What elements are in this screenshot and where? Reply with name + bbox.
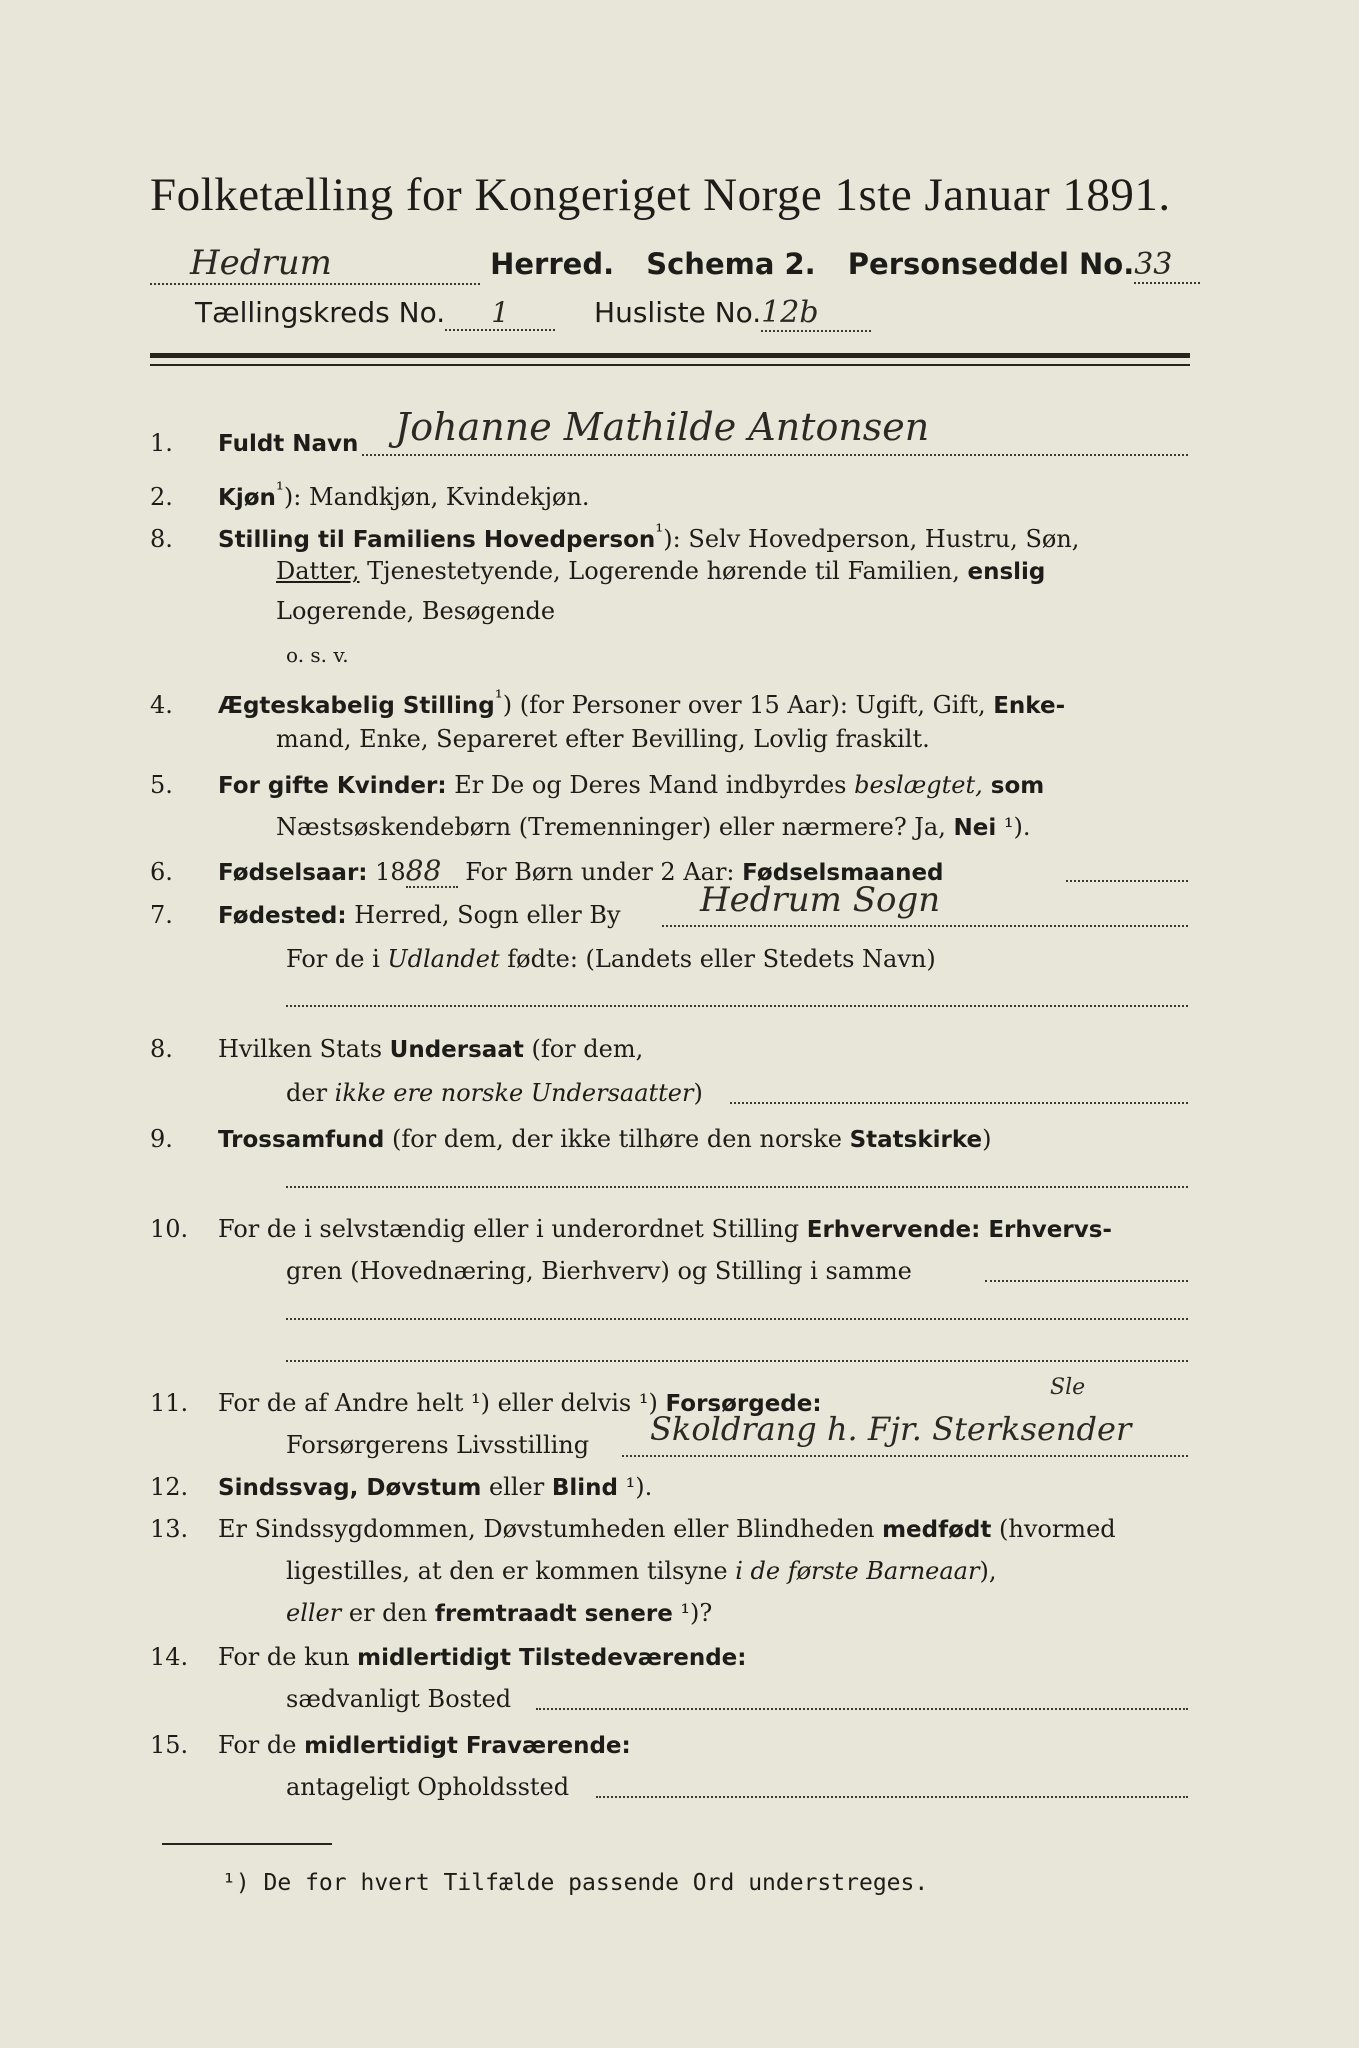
kreds-field — [445, 296, 555, 331]
q9-statskirke: Statskirke — [849, 1127, 983, 1153]
q10-line2-text: gren (Hovednæring, Bierhverv) og Stilling i samme — [286, 1257, 912, 1285]
q3-line3-text: Logerende, Besøgende — [276, 597, 556, 625]
q6-fill-line — [1066, 880, 1188, 882]
herred-field — [150, 243, 480, 285]
q4-sup: ¹ — [494, 685, 503, 709]
q5-line2-end: ¹). — [996, 813, 1031, 841]
q13-line2 — [150, 1556, 1200, 1586]
q13-line2a: ligestilles, at den er kommen tilsyne — [286, 1557, 736, 1585]
q9-religion — [150, 1124, 1200, 1155]
q10-blank-line-2 — [286, 1360, 1188, 1362]
q3-line4-text: o. s. v. — [286, 643, 349, 667]
q15-temp-absent — [150, 1730, 1200, 1761]
q3-line1: ): Selv Hovedperson, Hustru, Søn, — [663, 525, 1080, 553]
q4-label: Ægteskabelig Stilling — [218, 693, 495, 719]
q4-line2-text: mand, Enke, Separeret efter Bevilling, Lovlig fraskilt. — [276, 725, 930, 753]
q4-number: 4. — [150, 691, 173, 719]
q2-number: 2. — [150, 483, 173, 511]
q3-line4 — [150, 640, 1200, 670]
q8-line2b: ) — [693, 1079, 703, 1107]
q8-line2a: der — [286, 1079, 335, 1107]
q14-fill-line — [536, 1708, 1188, 1710]
q5-number: 5. — [150, 771, 173, 799]
q13-text: (hvormed — [991, 1515, 1116, 1543]
q6-year: 88 — [406, 856, 458, 888]
kreds-line — [195, 295, 1095, 339]
schema-label: Schema 2. — [646, 247, 816, 281]
q13-line3a: er den — [341, 1599, 435, 1627]
q3-datter-underlined: Datter, — [276, 557, 360, 585]
q15-label: midlertidigt Fraværende: — [304, 1733, 631, 1759]
husliste-field — [761, 295, 871, 332]
q4-line1: ) (for Personer over 15 Aar): Ugift, Gift, — [502, 691, 994, 719]
q12-label: Sindssvag, Døvstum — [218, 1475, 482, 1501]
q3-family-position — [150, 516, 1200, 555]
herred-value: Hedrum — [190, 243, 332, 283]
q13-fremtraadt: fremtraadt senere — [434, 1601, 673, 1627]
q14-pre: For de kun — [218, 1643, 358, 1671]
q7-answer: Hedrum Sogn — [700, 880, 941, 920]
q13-number: 13. — [150, 1515, 189, 1543]
q10-occupation — [150, 1214, 1200, 1245]
q1-label: Fuldt Navn — [218, 431, 359, 457]
q15-pre: For de — [218, 1731, 305, 1759]
q13-eller: eller — [286, 1599, 342, 1627]
q12-number: 12. — [150, 1473, 189, 1501]
q1-number: 1. — [150, 429, 173, 457]
q6-birth-year — [150, 856, 1200, 888]
husliste-label: Husliste No. — [594, 296, 762, 329]
q8-citizenship — [150, 1034, 1200, 1065]
q10-pre: For de i selvstændig eller i underordnet Stilling — [218, 1215, 807, 1243]
q5-label: For gifte Kvinder: — [218, 773, 447, 799]
q3-enslig: enslig — [967, 559, 1046, 585]
footnote-rule — [162, 1843, 332, 1845]
q10-label: Erhvervende: — [806, 1217, 981, 1243]
q12-end: ¹). — [617, 1473, 653, 1501]
q14-line2-text: sædvanligt Bosted — [286, 1685, 512, 1713]
personseddel-no: 33 — [1134, 247, 1173, 282]
q13-line3 — [150, 1598, 1200, 1629]
husliste-no: 12b — [761, 295, 819, 330]
q9-end: ) — [982, 1125, 992, 1153]
header-rule-thin — [150, 364, 1190, 366]
q8-fill-line — [730, 1102, 1188, 1104]
q13-line3c: ¹)? — [672, 1599, 713, 1627]
q4-line2 — [150, 724, 1200, 754]
q6-label: Fødselsaar: — [218, 860, 368, 886]
q2-options: ): Mandkjøn, Kvindekjøn. — [283, 483, 590, 511]
q5-line2-text: Næstsøskendebørn (Tremenninger) eller nærmere? Ja, — [276, 813, 954, 841]
kreds-no: 1 — [491, 296, 510, 329]
q10-blank-line-1 — [286, 1318, 1188, 1320]
q7-udlandet: Udlandet — [387, 945, 500, 973]
q9-blank-line — [286, 1186, 1188, 1188]
q7-label: Fødested: — [218, 903, 347, 929]
q5-beslaegtet: beslægtet, — [854, 771, 983, 799]
kreds-label: Tællingskreds No. — [195, 296, 446, 329]
q12-blind: Blind — [551, 1475, 618, 1501]
q11-answer-above: Sle — [1050, 1375, 1086, 1400]
q7-number: 7. — [150, 901, 173, 929]
q3-line2-text: Tjenestetyende, Logerende hørende til Familien, — [359, 557, 968, 585]
q10-erhvervs: Erhvervs- — [980, 1217, 1112, 1243]
q2-sup: ¹ — [275, 477, 284, 501]
q11-number: 11. — [150, 1389, 189, 1417]
q8-label: Undersaat — [389, 1037, 524, 1063]
q7-line2 — [150, 944, 1200, 974]
q3-number: 8. — [150, 525, 173, 553]
q8-pre: Hvilken Stats — [218, 1035, 390, 1063]
q8-number: 8. — [150, 1035, 173, 1063]
q1-answer: Johanne Mathilde Antonsen — [395, 405, 930, 449]
q10-number: 10. — [150, 1215, 189, 1243]
q13-pre: Er Sindssygdommen, Døvstumheden eller Blindheden — [218, 1515, 883, 1543]
q5-nei: Nei — [953, 815, 997, 841]
herred-line — [150, 243, 1190, 287]
q12-disability — [150, 1472, 1200, 1503]
q14-number: 14. — [150, 1643, 189, 1671]
q15-line2-text: antageligt Opholdssted — [286, 1773, 570, 1801]
q10-fill-line — [985, 1280, 1188, 1282]
q9-text: (for dem, der ikke tilhøre den norske — [384, 1125, 850, 1153]
q11-fill-line — [622, 1455, 1188, 1457]
q13-line2b: ), — [979, 1557, 997, 1585]
q13-barneaar: i de første Barneaar — [735, 1557, 980, 1585]
q3-line3 — [150, 596, 1200, 626]
q8-text: (for dem, — [523, 1035, 644, 1063]
q5-som: som — [982, 773, 1045, 799]
q5-married-women — [150, 770, 1200, 801]
q7-line2b: fødte: (Landets eller Stedets Navn) — [499, 945, 936, 973]
q11-pre: For de af Andre helt ¹) eller delvis ¹) — [218, 1389, 666, 1417]
q3-sup: ¹ — [655, 519, 664, 543]
q14-temp-present — [150, 1642, 1200, 1673]
q3-line2 — [150, 556, 1200, 587]
q6-prefix: 18 — [367, 858, 406, 886]
q9-label: Trossamfund — [218, 1127, 385, 1153]
q15-fill-line — [596, 1796, 1188, 1798]
form-title: Folketælling for Kongeriget Norge 1ste Januar 1891. — [150, 169, 1171, 221]
q15-number: 15. — [150, 1731, 189, 1759]
q5-line2 — [150, 812, 1200, 843]
q6-rest: For Børn under 2 Aar: — [457, 858, 743, 886]
q7-text: Herred, Sogn eller By — [346, 901, 621, 929]
q7-line2a: For de i — [286, 945, 388, 973]
q7-blank-line — [286, 1005, 1188, 1007]
q2-label: Kjøn — [218, 485, 276, 511]
herred-label: Herred. — [490, 247, 615, 281]
q13-medfoedt: medfødt — [882, 1517, 992, 1543]
q2-gender — [150, 474, 1200, 513]
q12-text: eller — [481, 1473, 552, 1501]
q11-label: Forsørgede: — [665, 1391, 822, 1417]
personseddel-label: Personseddel No. — [847, 247, 1135, 281]
q1-fill-line — [362, 454, 1188, 456]
q7-fill-line — [662, 925, 1188, 927]
q11-answer: Skoldrang h. Fjr. Sterksender — [650, 1410, 1132, 1448]
q9-number: 9. — [150, 1125, 173, 1153]
q8-ikke-norske: ikke ere norske Undersaatter — [334, 1079, 694, 1107]
q4-marital-status — [150, 682, 1200, 721]
header-rule-thick — [150, 353, 1190, 358]
q14-label: midlertidigt Tilstedeværende: — [357, 1645, 747, 1671]
footnote: ¹) De for hvert Tilfælde passende Ord understreges. — [222, 1870, 929, 1896]
q4-enke: Enke- — [993, 693, 1066, 719]
q6-foedselsmaaned: Fødselsmaaned — [742, 860, 944, 886]
q5-line1: Er De og Deres Mand indbyrdes — [446, 771, 855, 799]
q3-label: Stilling til Familiens Hovedperson — [218, 527, 656, 553]
q6-number: 6. — [150, 858, 173, 886]
personseddel-field — [1134, 247, 1200, 284]
q13-congenital — [150, 1514, 1200, 1545]
q11-line2-text: Forsørgerens Livsstilling — [286, 1431, 590, 1459]
